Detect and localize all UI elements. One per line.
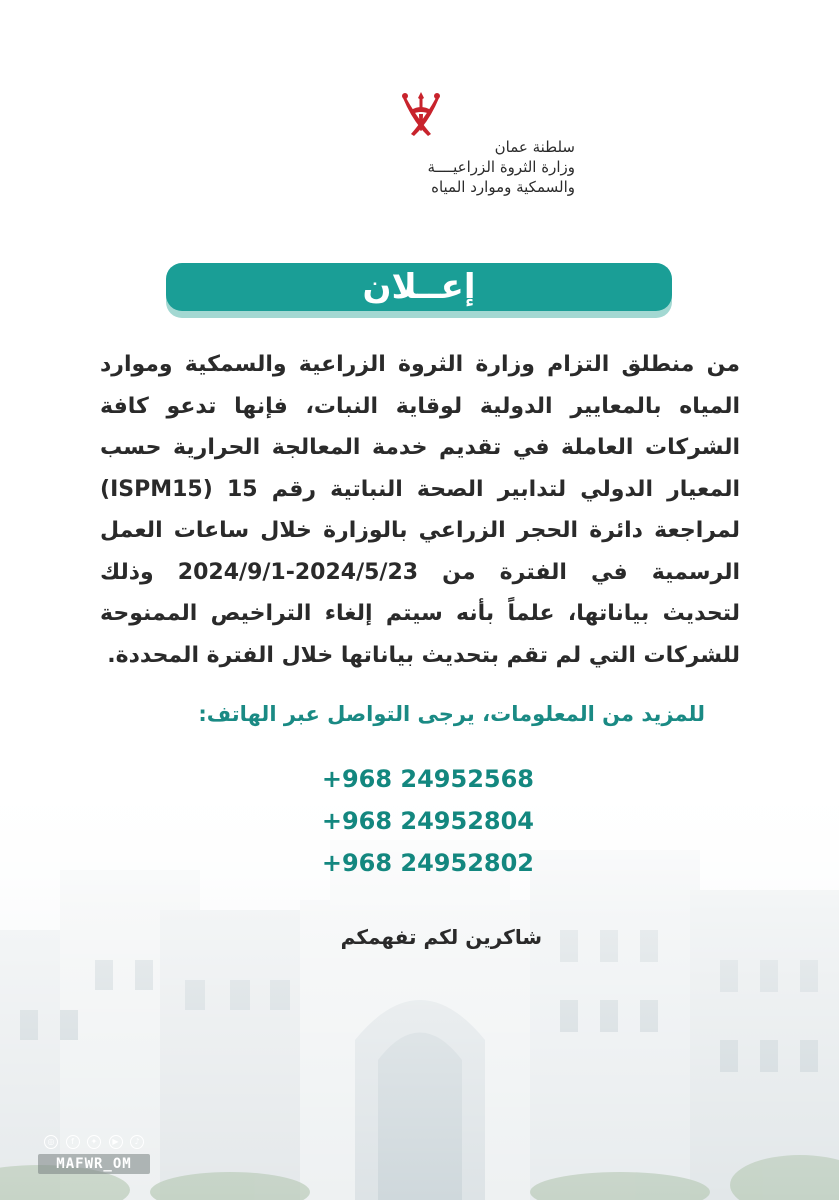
phone-list	[250, 758, 534, 884]
phone-number[interactable]: +968 24952568	[321, 765, 534, 793]
oman-emblem-logo	[397, 88, 445, 140]
phone-number[interactable]: +968 24952804	[321, 807, 534, 835]
announcement-banner	[166, 263, 672, 311]
org-line-country: سلطنة عمان	[494, 138, 575, 156]
announcement-body: من منطلق التزام وزارة الثروة الزراعية والسمكية وموارد المياه بالمعايير الدولية لوقاية النبات، فإنها تدعو كافة الشركات العاملة في تقديم خدمة المعالجة الحرارية حسب المعيار الدولي لتدابير الصحة النباتية رقم 15 (ISPM15) لمراجعة دائرة الحجر الزراعي بالوزارة خلال ساعات العمل الرسمية في الفترة من 2024/5/23-2024/9/1 وذلك لتحديث بياناتها، علماً بأنه سيتم إلغاء التراخيص الممنوحة للشركات التي لم تقم بتحديث بياناتها خلال الفترة المحددة.	[100, 352, 740, 668]
twitter-icon[interactable]: ✦	[87, 1135, 101, 1149]
phone-number[interactable]: +968 24952802	[321, 849, 534, 877]
tiktok-icon[interactable]: ♪	[130, 1135, 144, 1149]
ministry-name	[340, 137, 575, 197]
facebook-icon[interactable]: f	[66, 1135, 80, 1149]
instagram-icon[interactable]: ◎	[44, 1135, 58, 1149]
social-handle[interactable]: MAFWR_OM	[38, 1154, 150, 1174]
closing-note: شاكرين لكم تفهمكم	[340, 925, 542, 949]
contact-heading: للمزيد من المعلومات، يرجى التواصل عبر الهاتف:	[198, 702, 705, 726]
org-line-ministry: وزارة الثروة الزراعيــــة	[427, 158, 575, 176]
social-footer	[38, 1135, 150, 1174]
youtube-icon[interactable]: ▶	[109, 1135, 123, 1149]
announcement-title: إعــلان	[362, 267, 476, 307]
org-line-ministry-cont: والسمكية وموارد المياه	[431, 178, 575, 196]
